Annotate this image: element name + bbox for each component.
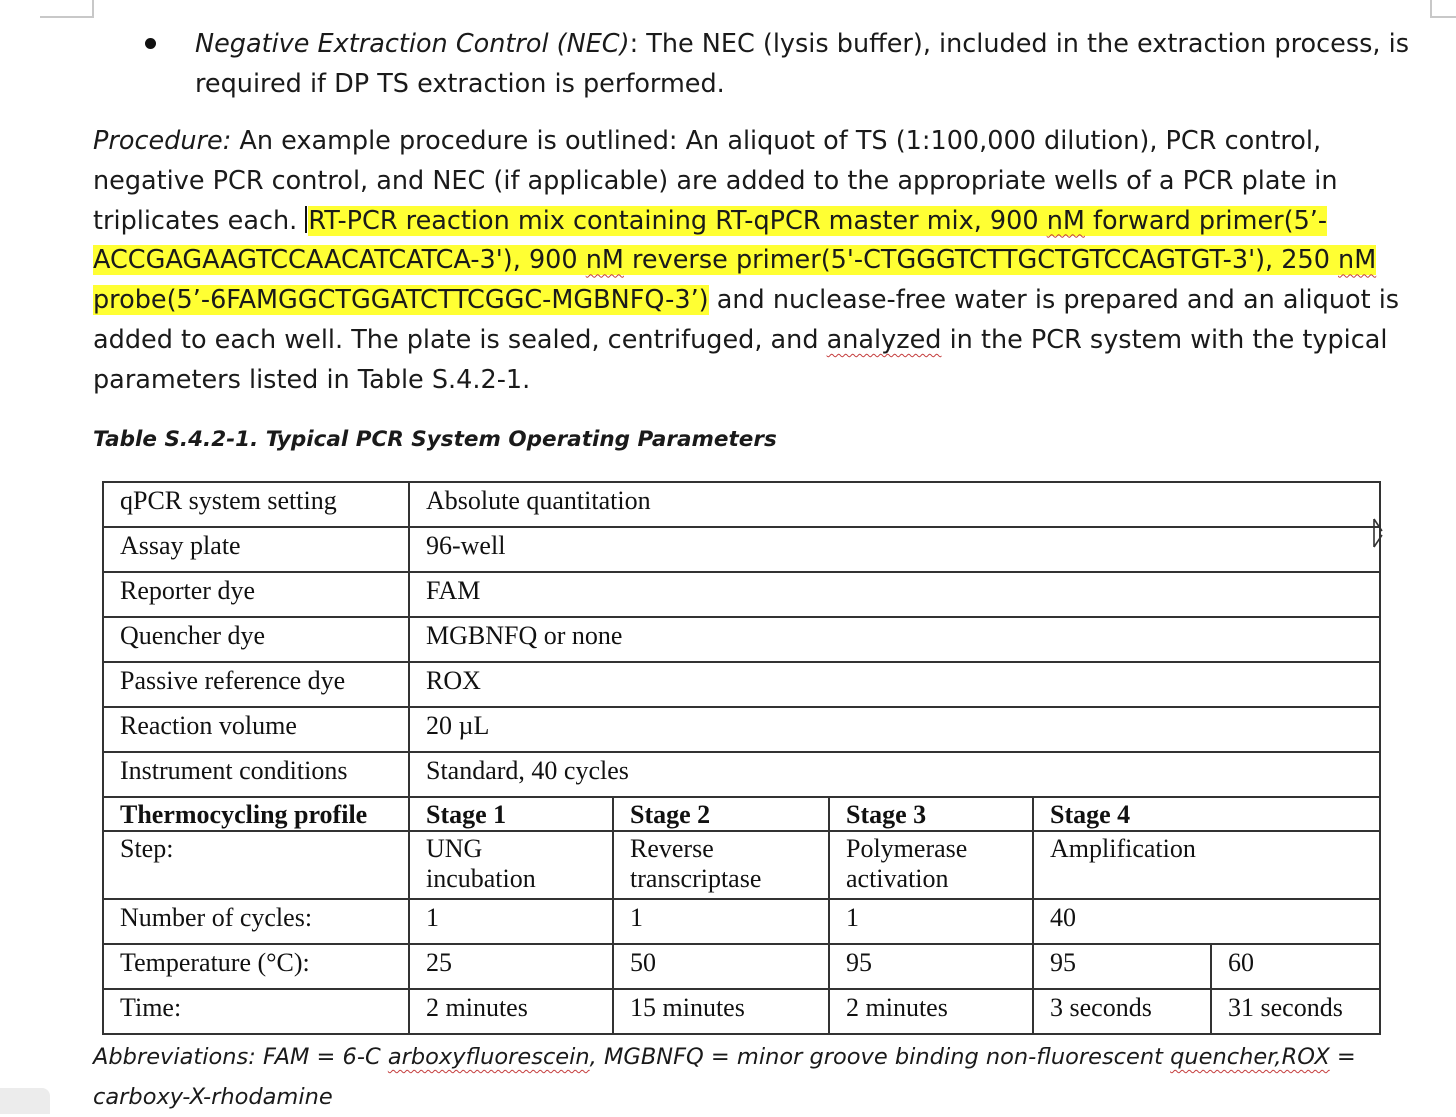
- table-row: [103, 572, 1380, 617]
- highlighted-text: probe(5’-6FAMGGCTGGATCTTCGGC-MGBNFQ-3’): [93, 285, 709, 316]
- cycles-label: Number of cycles:: [103, 899, 409, 944]
- procedure-line-3: triplicates each. RT-PCR reaction mix containing RT-qPCR master mix, 900 nM forward primer(5’-: [93, 205, 1328, 236]
- column-resize-icon[interactable]: [1372, 517, 1384, 549]
- cycles-cell: 1: [829, 899, 1033, 944]
- row-label: qPCR system setting: [103, 482, 409, 527]
- table-row-temperature: [103, 944, 1380, 989]
- row-label: Passive reference dye: [103, 662, 409, 707]
- table-row-time: [103, 989, 1380, 1034]
- temperature-cell: 50: [613, 944, 829, 989]
- stage-header: Stage 1: [409, 797, 613, 831]
- procedure-line-7: parameters listed in Table S.4.2-1.: [93, 364, 531, 395]
- procedure-label: Procedure:: [93, 126, 232, 156]
- table-row: [103, 752, 1380, 797]
- table-row-stages: [103, 797, 1380, 831]
- step-cell: UNG incubation: [409, 831, 613, 899]
- row-label: Reaction volume: [103, 707, 409, 752]
- time-cell: 15 minutes: [613, 989, 829, 1034]
- row-label: Reporter dye: [103, 572, 409, 617]
- highlighted-text: RT-PCR reaction mix containing RT-qPCR master mix, 900 nM forward primer(5’-: [308, 205, 1328, 236]
- abbreviations-note: Abbreviations: FAM = 6-C arboxyfluorescein, MGBNFQ = minor groove binding non-fluorescent quencher,ROX = carboxy-X-rhodamine: [93, 1044, 1356, 1110]
- nec-label: Negative Extraction Control (NEC): [195, 29, 630, 59]
- step-label: Step:: [103, 831, 409, 899]
- table-row: [103, 527, 1380, 572]
- temperature-cell: 95: [829, 944, 1033, 989]
- table-caption: Table S.4.2-1. Typical PCR System Operating Parameters: [93, 427, 777, 452]
- procedure-line-2: negative PCR control, and NEC (if applicable) are added to the appropriate wells of a PCR plate in: [93, 165, 1338, 196]
- time-cell: 3 seconds: [1033, 989, 1211, 1034]
- procedure-line-1: Procedure: An example procedure is outlined: An aliquot of TS (1:100,000 dilution), PCR control,: [93, 126, 1322, 156]
- temperature-cell: 60: [1211, 944, 1380, 989]
- time-cell: 2 minutes: [829, 989, 1033, 1034]
- nec-description: : The NEC (lysis buffer), included in the extraction process, is required if DP TS extraction is performed.: [195, 29, 1409, 99]
- row-label: Assay plate: [103, 527, 409, 572]
- spellcheck-word: arboxyfluorescein: [387, 1044, 590, 1070]
- spellcheck-word: quencher,ROX: [1170, 1044, 1330, 1070]
- step-cell: Reverse transcriptase: [613, 831, 829, 899]
- bullet-dot: [145, 38, 156, 49]
- profile-label: Thermocycling profile: [103, 797, 409, 831]
- row-value: Absolute quantitation: [409, 482, 1380, 527]
- time-label: Time:: [103, 989, 409, 1034]
- spellcheck-nm: nM: [1046, 205, 1085, 236]
- row-label: Quencher dye: [103, 617, 409, 662]
- table-row: [103, 482, 1380, 527]
- scroll-corner[interactable]: [0, 1088, 50, 1114]
- table-row: [103, 707, 1380, 752]
- time-cell: 2 minutes: [409, 989, 613, 1034]
- highlighted-text: ACCGAGAAGTCCAACATCATCA-3'), 900 nM reverse primer(5'-CTGGGTCTTGCTGTCCAGTGT-3'), 250 nM: [93, 245, 1377, 276]
- step-cell: Amplification: [1033, 831, 1380, 899]
- row-value: Standard, 40 cycles: [409, 752, 1380, 797]
- page-corner-mark-right: [1430, 0, 1456, 18]
- table-row: [103, 617, 1380, 662]
- temperature-label: Temperature (°C):: [103, 944, 409, 989]
- temperature-cell: 95: [1033, 944, 1211, 989]
- time-cell: 31 seconds: [1211, 989, 1380, 1034]
- spellcheck-analyzed: analyzed: [826, 324, 942, 355]
- spellcheck-nm: nM: [585, 245, 624, 276]
- bullet-nec-text: [195, 24, 1440, 104]
- table-row-cycles: [103, 899, 1380, 944]
- table-row: [103, 662, 1380, 707]
- pcr-parameters-table[interactable]: [102, 481, 1381, 1035]
- cycles-cell: 40: [1033, 899, 1380, 944]
- step-cell: Polymerase activation: [829, 831, 1033, 899]
- row-label: Instrument conditions: [103, 752, 409, 797]
- table-row-steps: [103, 831, 1380, 899]
- row-value: 20 µL: [409, 707, 1380, 752]
- procedure-paragraph[interactable]: [93, 122, 1438, 401]
- row-value: 96-well: [409, 527, 1380, 572]
- spellcheck-nm: nM: [1338, 245, 1377, 276]
- row-value: FAM: [409, 572, 1380, 617]
- row-value: MGBNFQ or none: [409, 617, 1380, 662]
- stage-header: Stage 2: [613, 797, 829, 831]
- stage-header: Stage 3: [829, 797, 1033, 831]
- procedure-line-4: [93, 241, 1438, 281]
- cycles-cell: 1: [613, 899, 829, 944]
- stage-header: Stage 4: [1033, 797, 1380, 831]
- procedure-line-6: added to each well. The plate is sealed, centrifuged, and analyzed in the PCR system with the typical: [93, 324, 1388, 355]
- cycles-cell: 1: [409, 899, 613, 944]
- row-value: ROX: [409, 662, 1380, 707]
- temperature-cell: 25: [409, 944, 613, 989]
- page-corner-mark-left: [40, 0, 94, 18]
- procedure-line-5: probe(5’-6FAMGGCTGGATCTTCGGC-MGBNFQ-3’) and nuclease-free water is prepared and an aliquot is: [93, 285, 1400, 316]
